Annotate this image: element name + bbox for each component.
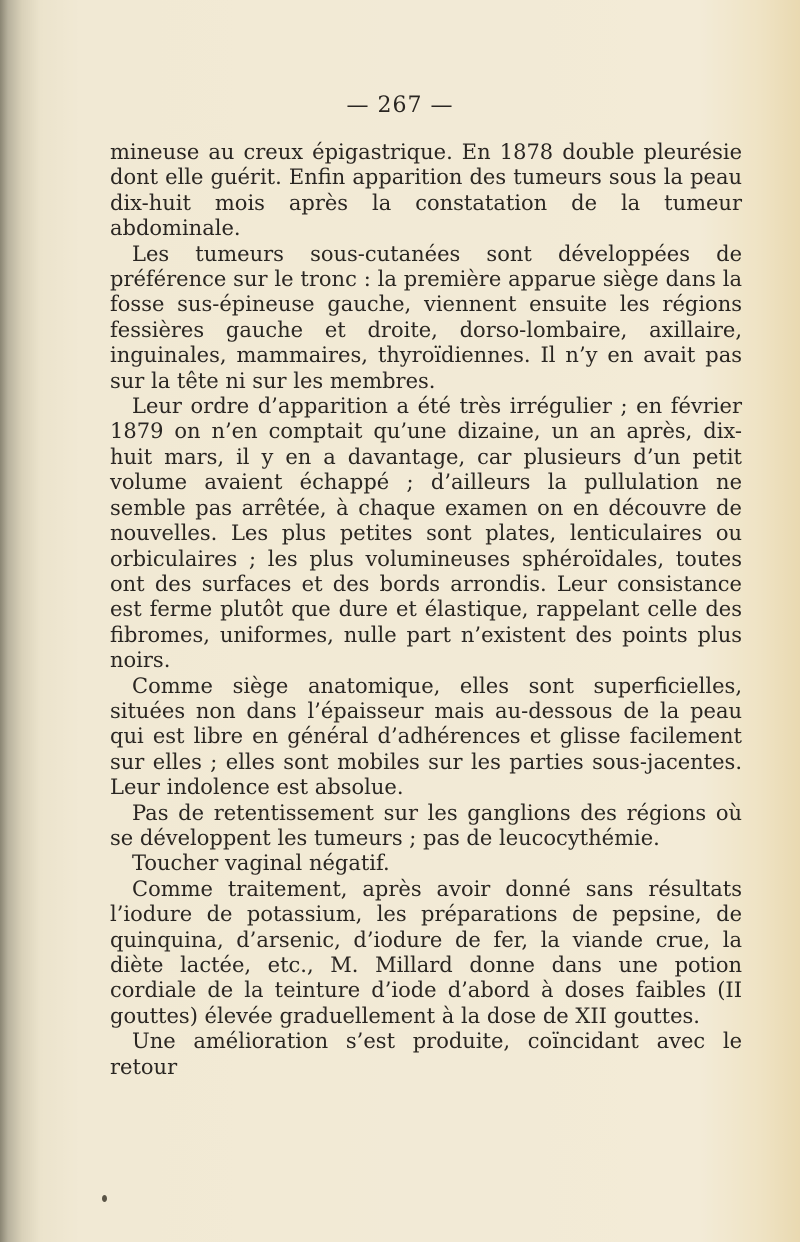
paragraph-4: Comme siège anatomique, elles sont superficielles, situées non dans l’épaisseur mais au-dessous de la peau qui est libre en général d’adhérences et glisse facilement sur elles ; elles sont mobiles sur les parties sous-jacentes. Leur indolence est absolue. [110, 673, 742, 800]
paragraph-2: Les tumeurs sous-cutanées sont développées de préférence sur le tronc : la première apparue siège dans la fosse sus-épineuse gauche, viennent ensuite les régions fessières gauche et droite, dorso-lombaire, axillaire, inguinales, mammaires, thyroïdiennes. Il n’y en avait pas sur la tête ni sur les membres. [110, 241, 742, 393]
paragraph-5: Pas de retentissement sur les ganglions des régions où se développent les tumeurs ; pas de leucocythémie. [110, 800, 742, 850]
paragraph-1: mineuse au creux épigastrique. En 1878 double pleurésie dont elle guérit. Enfin apparition des tumeurs sous la peau dix-huit mois après la constatation de la tumeur abdominale. [110, 140, 742, 241]
paragraph-6: Toucher vaginal négatif. [132, 851, 390, 876]
paragraph-3: Leur ordre d’apparition a été très irrégulier ; en février 1879 on n’en comptait qu’une dizaine, un an après, dix-huit mars, il y en a davantage, car plusieurs d’un petit volume avaient échappé ; d’ailleurs la pullulation ne semble pas arrêtée, à chaque examen on en découvre de nouvelles. Les plus petites sont plates, lenticulaires ou orbiculaires ; les plus volumineuses sphéroïdales, toutes ont des surfaces et des bords arrondis. Leur consistance est ferme plutôt que dure et élastique, rappelant celle des fibromes, uniformes, nulle part n’existent des points plus noirs. [110, 394, 742, 673]
page-number: — 267 — [346, 93, 454, 118]
body-text [110, 140, 742, 1080]
paragraph-8: Une amélioration s’est produite, coïncidant avec le retour [110, 1029, 742, 1079]
ink-speck [102, 1195, 107, 1202]
paragraph-7: Comme traitement, après avoir donné sans résultats l’iodure de potassium, les préparations de pepsine, de quinquina, d’arsenic, d’iodure de fer, la viande crue, la diète lactée, etc., M. Millard donne dans une potion cordiale de la teinture d’iode d’abord à doses faibles (II gouttes) élevée graduellement à la dose de XII gouttes. [110, 876, 742, 1028]
